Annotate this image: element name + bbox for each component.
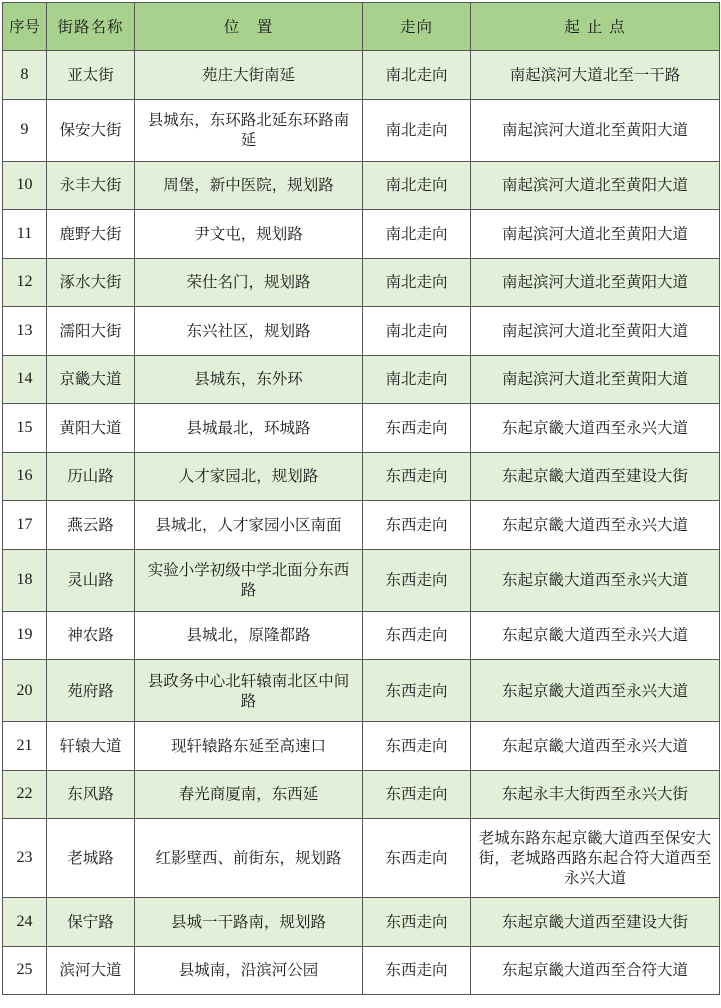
cell-direction: 南北走向 bbox=[363, 99, 471, 161]
cell-start-end: 东起京畿大道西至建设大街 bbox=[471, 452, 720, 501]
cell-start-end: 南起滨河大道北至一干路 bbox=[471, 51, 720, 100]
cell-street-name: 历山路 bbox=[47, 452, 135, 501]
cell-number: 13 bbox=[3, 307, 47, 356]
table-row bbox=[3, 258, 720, 307]
cell-direction: 东西走向 bbox=[363, 770, 471, 819]
cell-location: 苑庄大街南延 bbox=[135, 51, 363, 100]
cell-start-end: 老城东路东起京畿大道西至保安大街，老城路西路东起合符大道西至永兴大道 bbox=[471, 819, 720, 898]
cell-direction: 南北走向 bbox=[363, 210, 471, 259]
table-row bbox=[3, 404, 720, 453]
cell-start-end: 东起京畿大道西至永兴大道 bbox=[471, 722, 720, 771]
cell-number: 23 bbox=[3, 819, 47, 898]
cell-number: 17 bbox=[3, 501, 47, 550]
cell-start-end: 东起京畿大道西至永兴大道 bbox=[471, 611, 720, 660]
cell-direction: 南北走向 bbox=[363, 258, 471, 307]
cell-location: 尹文屯，规划路 bbox=[135, 210, 363, 259]
cell-location: 县城一干路南，规划路 bbox=[135, 898, 363, 947]
cell-location: 县城东，东外环 bbox=[135, 355, 363, 404]
cell-direction: 东西走向 bbox=[363, 452, 471, 501]
table-row bbox=[3, 51, 720, 100]
cell-number: 12 bbox=[3, 258, 47, 307]
cell-street-name: 鹿野大街 bbox=[47, 210, 135, 259]
header-location: 位 置 bbox=[135, 3, 363, 51]
cell-direction: 南北走向 bbox=[363, 307, 471, 356]
cell-direction: 东西走向 bbox=[363, 819, 471, 898]
table-row bbox=[3, 307, 720, 356]
cell-street-name: 灵山路 bbox=[47, 549, 135, 611]
header-street-name: 街路名称 bbox=[47, 3, 135, 51]
cell-number: 24 bbox=[3, 898, 47, 947]
cell-street-name: 老城路 bbox=[47, 819, 135, 898]
cell-street-name: 永丰大街 bbox=[47, 161, 135, 210]
cell-start-end: 东起京畿大道西至永兴大道 bbox=[471, 549, 720, 611]
cell-number: 18 bbox=[3, 549, 47, 611]
cell-street-name: 燕云路 bbox=[47, 501, 135, 550]
cell-location: 县城北，原隆都路 bbox=[135, 611, 363, 660]
cell-number: 10 bbox=[3, 161, 47, 210]
cell-number: 14 bbox=[3, 355, 47, 404]
cell-location: 红影壁西、前街东，规划路 bbox=[135, 819, 363, 898]
cell-location: 人才家园北，规划路 bbox=[135, 452, 363, 501]
cell-start-end: 南起滨河大道北至黄阳大道 bbox=[471, 258, 720, 307]
cell-direction: 东西走向 bbox=[363, 501, 471, 550]
cell-start-end: 东起京畿大道西至永兴大道 bbox=[471, 404, 720, 453]
cell-number: 8 bbox=[3, 51, 47, 100]
cell-street-name: 东风路 bbox=[47, 770, 135, 819]
cell-direction: 南北走向 bbox=[363, 161, 471, 210]
cell-location: 县政务中心北轩辕南北区中间路 bbox=[135, 660, 363, 722]
table-row bbox=[3, 770, 720, 819]
cell-number: 21 bbox=[3, 722, 47, 771]
table-header-row bbox=[3, 3, 720, 51]
cell-location: 东兴社区，规划路 bbox=[135, 307, 363, 356]
table-row bbox=[3, 452, 720, 501]
cell-street-name: 京畿大道 bbox=[47, 355, 135, 404]
cell-street-name: 亚太街 bbox=[47, 51, 135, 100]
cell-number: 9 bbox=[3, 99, 47, 161]
cell-location: 荣仕名门，规划路 bbox=[135, 258, 363, 307]
cell-start-end: 东起京畿大道西至合符大道 bbox=[471, 946, 720, 995]
table-row bbox=[3, 501, 720, 550]
cell-start-end: 南起滨河大道北至黄阳大道 bbox=[471, 99, 720, 161]
cell-street-name: 滨河大道 bbox=[47, 946, 135, 995]
cell-number: 16 bbox=[3, 452, 47, 501]
cell-start-end: 东起京畿大道西至永兴大道 bbox=[471, 501, 720, 550]
table-row bbox=[3, 355, 720, 404]
cell-number: 25 bbox=[3, 946, 47, 995]
street-table bbox=[2, 2, 720, 995]
cell-street-name: 轩辕大道 bbox=[47, 722, 135, 771]
cell-direction: 东西走向 bbox=[363, 898, 471, 947]
cell-street-name: 苑府路 bbox=[47, 660, 135, 722]
cell-street-name: 保安大街 bbox=[47, 99, 135, 161]
cell-number: 15 bbox=[3, 404, 47, 453]
cell-start-end: 东起京畿大道西至建设大街 bbox=[471, 898, 720, 947]
cell-direction: 东西走向 bbox=[363, 611, 471, 660]
cell-start-end: 东起京畿大道西至永兴大道 bbox=[471, 660, 720, 722]
table-row bbox=[3, 549, 720, 611]
header-start-end: 起 止 点 bbox=[471, 3, 720, 51]
cell-start-end: 南起滨河大道北至黄阳大道 bbox=[471, 210, 720, 259]
cell-location: 县城北，人才家园小区南面 bbox=[135, 501, 363, 550]
cell-direction: 南北走向 bbox=[363, 355, 471, 404]
table-row bbox=[3, 819, 720, 898]
cell-location: 现轩辕路东延至高速口 bbox=[135, 722, 363, 771]
cell-location: 县城最北，环城路 bbox=[135, 404, 363, 453]
cell-street-name: 濡阳大街 bbox=[47, 307, 135, 356]
cell-direction: 东西走向 bbox=[363, 404, 471, 453]
table-row bbox=[3, 161, 720, 210]
table-row bbox=[3, 898, 720, 947]
table-row bbox=[3, 210, 720, 259]
table-row bbox=[3, 946, 720, 995]
cell-start-end: 南起滨河大道北至黄阳大道 bbox=[471, 161, 720, 210]
cell-number: 20 bbox=[3, 660, 47, 722]
table-row bbox=[3, 99, 720, 161]
cell-direction: 东西走向 bbox=[363, 946, 471, 995]
cell-number: 11 bbox=[3, 210, 47, 259]
cell-number: 19 bbox=[3, 611, 47, 660]
table-row bbox=[3, 660, 720, 722]
cell-start-end: 南起滨河大道北至黄阳大道 bbox=[471, 355, 720, 404]
cell-start-end: 东起永丰大街西至永兴大街 bbox=[471, 770, 720, 819]
header-direction: 走向 bbox=[363, 3, 471, 51]
cell-direction: 东西走向 bbox=[363, 660, 471, 722]
cell-street-name: 黄阳大道 bbox=[47, 404, 135, 453]
cell-location: 春光商厦南，东西延 bbox=[135, 770, 363, 819]
cell-street-name: 保宁路 bbox=[47, 898, 135, 947]
header-number: 序号 bbox=[3, 3, 47, 51]
table-row bbox=[3, 722, 720, 771]
cell-direction: 东西走向 bbox=[363, 549, 471, 611]
cell-location: 县城南，沿滨河公园 bbox=[135, 946, 363, 995]
cell-location: 周堡，新中医院，规划路 bbox=[135, 161, 363, 210]
cell-location: 县城东，东环路北延东环路南延 bbox=[135, 99, 363, 161]
table-row bbox=[3, 611, 720, 660]
cell-number: 22 bbox=[3, 770, 47, 819]
cell-start-end: 南起滨河大道北至黄阳大道 bbox=[471, 307, 720, 356]
cell-street-name: 神农路 bbox=[47, 611, 135, 660]
cell-street-name: 涿水大街 bbox=[47, 258, 135, 307]
cell-direction: 东西走向 bbox=[363, 722, 471, 771]
cell-direction: 南北走向 bbox=[363, 51, 471, 100]
cell-location: 实验小学初级中学北面分东西路 bbox=[135, 549, 363, 611]
street-table-container bbox=[2, 2, 720, 995]
